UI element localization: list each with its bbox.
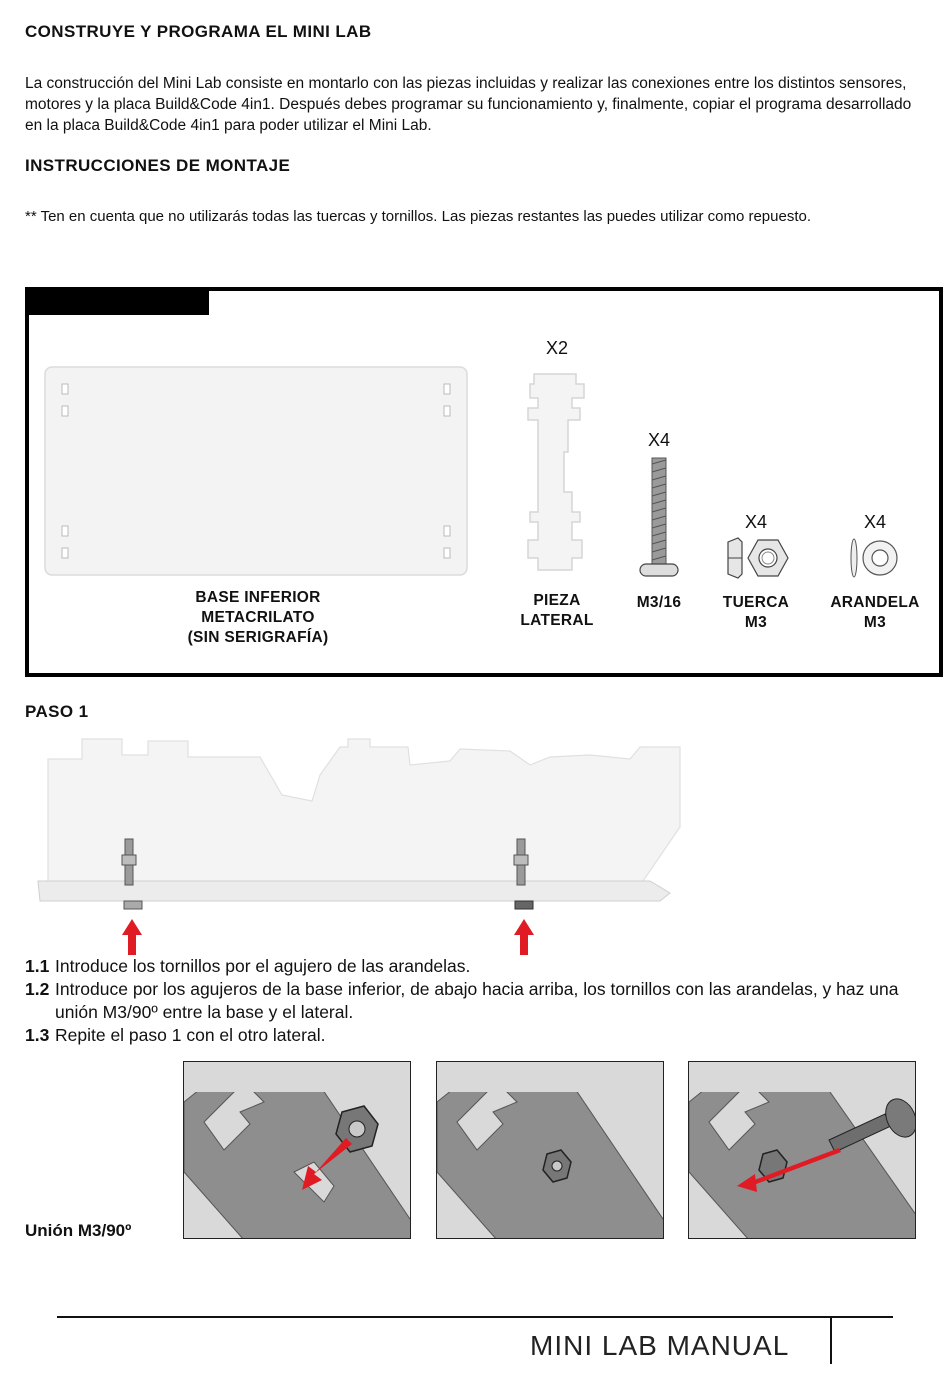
footer-rule xyxy=(57,1316,893,1318)
part-label-nut: TUERCA M3 xyxy=(722,594,790,631)
step1-assembly-image xyxy=(30,735,685,957)
side-piece-image xyxy=(524,372,590,572)
part-label-screw: M3/16 xyxy=(636,594,682,611)
footer-title: MINI LAB MANUAL xyxy=(530,1330,790,1361)
section-title: INSTRUCCIONES DE MONTAJE xyxy=(25,156,291,175)
step1-arrows xyxy=(122,919,534,955)
footer-divider xyxy=(830,1318,832,1364)
qty-screw: X4 xyxy=(647,430,671,450)
part-label-washer: ARANDELA M3 xyxy=(830,594,920,631)
intro-paragraph: La construcción del Mini Lab consiste en montarlo con las piezas incluidas y realizar las conexiones entre los distintos sensores, motores y la placa Build&Code 4in1. Después debes programar su funcionamiento y, finalmente, copiar el programa desarrollado en la placa Build&Code 4in1 para poder utilizar el Mini Lab. xyxy=(25,75,912,134)
union-panel-3 xyxy=(688,1061,916,1239)
parts-box-tab xyxy=(25,287,209,315)
nut-icon xyxy=(722,536,790,580)
part-label-base: BASE INFERIOR METACRILATO (SIN SERIGRAFÍA) xyxy=(187,589,329,646)
step-title: PASO 1 xyxy=(25,702,89,721)
part-label-side: PIEZA LATERAL xyxy=(520,592,594,629)
qty-side-piece: X2 xyxy=(545,338,569,358)
union-label: Unión M3/90º xyxy=(25,1221,132,1240)
screw-icon xyxy=(637,456,681,580)
step-item: 1.1 Introduce los tornillos por el agujero de las arandelas. xyxy=(25,956,471,976)
qty-washer: X4 xyxy=(863,512,887,532)
base-plate-image xyxy=(44,366,469,578)
qty-nut: X4 xyxy=(744,512,768,532)
step-item: 1.2 Introduce por los agujeros de la base inferior, de abajo hacia arriba, los tornillos con las arandelas, y haz una unión M3/90º entre la base y el lateral. xyxy=(25,979,899,1022)
step-item: 1.3 Repite el paso 1 con el otro lateral. xyxy=(25,1025,326,1045)
step-instructions xyxy=(25,955,925,1047)
washer-icon xyxy=(846,536,902,580)
page-title: CONSTRUYE Y PROGRAMA EL MINI LAB xyxy=(25,22,372,41)
union-panel-1 xyxy=(183,1061,411,1239)
spare-parts-note: ** Ten en cuenta que no utilizarás todas las tuercas y tornillos. Las piezas restantes las puedes utilizar como repuesto. xyxy=(25,208,811,225)
union-panel-2 xyxy=(436,1061,664,1239)
